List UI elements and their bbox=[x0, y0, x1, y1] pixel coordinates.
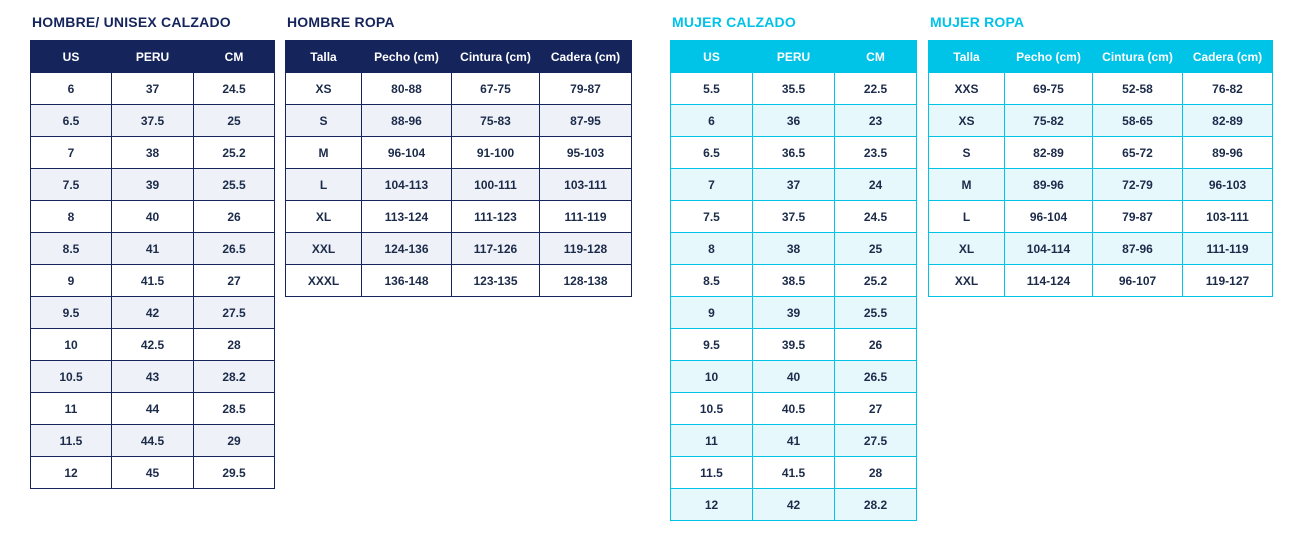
table-row bbox=[286, 201, 632, 233]
cell: 103-111 bbox=[1183, 201, 1273, 233]
table-row bbox=[671, 489, 917, 521]
cell: 27 bbox=[835, 393, 917, 425]
cell: 111-119 bbox=[540, 201, 632, 233]
cell: 43 bbox=[112, 361, 194, 393]
table-row bbox=[286, 169, 632, 201]
cell: 119-127 bbox=[1183, 265, 1273, 297]
cell: 9.5 bbox=[31, 297, 112, 329]
column-header: Cintura (cm) bbox=[1093, 41, 1183, 73]
cell: 25 bbox=[835, 233, 917, 265]
table-row bbox=[671, 425, 917, 457]
cell: 8.5 bbox=[671, 265, 753, 297]
cell: 38 bbox=[112, 137, 194, 169]
cell: 27.5 bbox=[194, 297, 275, 329]
column-header: US bbox=[31, 41, 112, 73]
table-header-row bbox=[31, 41, 275, 73]
table-row bbox=[671, 457, 917, 489]
table-row bbox=[671, 201, 917, 233]
table-row bbox=[31, 425, 275, 457]
cell: 38.5 bbox=[753, 265, 835, 297]
cell: 76-82 bbox=[1183, 73, 1273, 105]
cell: 40 bbox=[753, 361, 835, 393]
cell: 40.5 bbox=[753, 393, 835, 425]
cell: XS bbox=[929, 105, 1005, 137]
table-row bbox=[31, 169, 275, 201]
cell: 82-89 bbox=[1183, 105, 1273, 137]
cell: 26 bbox=[835, 329, 917, 361]
cell: 104-114 bbox=[1005, 233, 1093, 265]
cell: 45 bbox=[112, 457, 194, 489]
cell: 8 bbox=[671, 233, 753, 265]
cell: XXXL bbox=[286, 265, 362, 297]
table-row bbox=[929, 137, 1273, 169]
cell: 72-79 bbox=[1093, 169, 1183, 201]
cell: 10.5 bbox=[671, 393, 753, 425]
cell: 27 bbox=[194, 265, 275, 297]
cell: 41.5 bbox=[753, 457, 835, 489]
cell: 28 bbox=[194, 329, 275, 361]
table-row bbox=[671, 297, 917, 329]
column-header: Talla bbox=[286, 41, 362, 73]
table-row bbox=[31, 201, 275, 233]
cell: 82-89 bbox=[1005, 137, 1093, 169]
cell: 67-75 bbox=[452, 73, 540, 105]
table-row bbox=[671, 361, 917, 393]
cell: 111-119 bbox=[1183, 233, 1273, 265]
cell: 29.5 bbox=[194, 457, 275, 489]
cell: 39.5 bbox=[753, 329, 835, 361]
table-row bbox=[929, 265, 1273, 297]
cell: 23.5 bbox=[835, 137, 917, 169]
cell: 28 bbox=[835, 457, 917, 489]
table-row bbox=[671, 169, 917, 201]
cell: L bbox=[929, 201, 1005, 233]
cell: S bbox=[929, 137, 1005, 169]
cell: 80-88 bbox=[362, 73, 452, 105]
cell: 44.5 bbox=[112, 425, 194, 457]
cell: 7.5 bbox=[31, 169, 112, 201]
cell: 11 bbox=[671, 425, 753, 457]
column-header: Cadera (cm) bbox=[540, 41, 632, 73]
cell: 91-100 bbox=[452, 137, 540, 169]
cell: 12 bbox=[31, 457, 112, 489]
panel-title-hombre-unisex-calzado: HOMBRE/ UNISEX CALZADO bbox=[32, 14, 231, 30]
cell: 11 bbox=[31, 393, 112, 425]
table-row bbox=[671, 137, 917, 169]
cell: 104-113 bbox=[362, 169, 452, 201]
table-row bbox=[671, 329, 917, 361]
cell: 7.5 bbox=[671, 201, 753, 233]
table-row bbox=[286, 73, 632, 105]
cell: 10.5 bbox=[31, 361, 112, 393]
column-header: CM bbox=[194, 41, 275, 73]
table-row bbox=[31, 297, 275, 329]
table-header-row bbox=[286, 41, 632, 73]
cell: 65-72 bbox=[1093, 137, 1183, 169]
column-header: Pecho (cm) bbox=[362, 41, 452, 73]
cell: 8.5 bbox=[31, 233, 112, 265]
cell: 35.5 bbox=[753, 73, 835, 105]
cell: 117-126 bbox=[452, 233, 540, 265]
cell: 6 bbox=[671, 105, 753, 137]
cell: 27.5 bbox=[835, 425, 917, 457]
table-row bbox=[286, 233, 632, 265]
cell: 9 bbox=[31, 265, 112, 297]
cell: 42 bbox=[112, 297, 194, 329]
cell: XXL bbox=[286, 233, 362, 265]
cell: 29 bbox=[194, 425, 275, 457]
cell: 103-111 bbox=[540, 169, 632, 201]
table-row bbox=[286, 137, 632, 169]
cell: 87-96 bbox=[1093, 233, 1183, 265]
cell: XXL bbox=[929, 265, 1005, 297]
table-row bbox=[31, 137, 275, 169]
cell: 10 bbox=[671, 361, 753, 393]
table-row bbox=[286, 265, 632, 297]
cell: XL bbox=[286, 201, 362, 233]
column-header: CM bbox=[835, 41, 917, 73]
cell: 52-58 bbox=[1093, 73, 1183, 105]
cell: 44 bbox=[112, 393, 194, 425]
cell: 41.5 bbox=[112, 265, 194, 297]
cell: L bbox=[286, 169, 362, 201]
cell: 26.5 bbox=[835, 361, 917, 393]
cell: XS bbox=[286, 73, 362, 105]
cell: 40 bbox=[112, 201, 194, 233]
cell: 96-104 bbox=[1005, 201, 1093, 233]
cell: 8 bbox=[31, 201, 112, 233]
cell: 12 bbox=[671, 489, 753, 521]
cell: 123-135 bbox=[452, 265, 540, 297]
panel-mujer-ropa bbox=[928, 14, 1273, 297]
cell: 113-124 bbox=[362, 201, 452, 233]
cell: 7 bbox=[671, 169, 753, 201]
table-row bbox=[31, 329, 275, 361]
table-row bbox=[671, 265, 917, 297]
cell: 69-75 bbox=[1005, 73, 1093, 105]
cell: 5.5 bbox=[671, 73, 753, 105]
table-header-row bbox=[671, 41, 917, 73]
cell: 37.5 bbox=[753, 201, 835, 233]
cell: 38 bbox=[753, 233, 835, 265]
table-row bbox=[31, 233, 275, 265]
cell: 95-103 bbox=[540, 137, 632, 169]
cell: XXS bbox=[929, 73, 1005, 105]
cell: 114-124 bbox=[1005, 265, 1093, 297]
cell: 41 bbox=[112, 233, 194, 265]
cell: 136-148 bbox=[362, 265, 452, 297]
cell: 119-128 bbox=[540, 233, 632, 265]
cell: S bbox=[286, 105, 362, 137]
panel-hombre-ropa bbox=[285, 14, 632, 297]
cell: 100-111 bbox=[452, 169, 540, 201]
cell: 87-95 bbox=[540, 105, 632, 137]
column-header: Cadera (cm) bbox=[1183, 41, 1273, 73]
cell: 11.5 bbox=[31, 425, 112, 457]
cell: 39 bbox=[112, 169, 194, 201]
cell: 88-96 bbox=[362, 105, 452, 137]
table-hombre-ropa bbox=[285, 40, 632, 297]
table-row bbox=[31, 265, 275, 297]
table-row bbox=[671, 393, 917, 425]
cell: 25 bbox=[194, 105, 275, 137]
table-row bbox=[929, 233, 1273, 265]
table-mujer-calzado bbox=[670, 40, 917, 521]
cell: 25.2 bbox=[194, 137, 275, 169]
panel-title-hombre-ropa: HOMBRE ROPA bbox=[287, 14, 395, 30]
table-row bbox=[286, 105, 632, 137]
cell: 124-136 bbox=[362, 233, 452, 265]
cell: XL bbox=[929, 233, 1005, 265]
cell: 111-123 bbox=[452, 201, 540, 233]
cell: 37 bbox=[112, 73, 194, 105]
cell: 41 bbox=[753, 425, 835, 457]
column-header: PERU bbox=[753, 41, 835, 73]
cell: 28.2 bbox=[194, 361, 275, 393]
cell: 79-87 bbox=[540, 73, 632, 105]
panel-title-mujer-calzado: MUJER CALZADO bbox=[672, 14, 796, 30]
cell: 36.5 bbox=[753, 137, 835, 169]
table-row bbox=[31, 361, 275, 393]
table-row bbox=[929, 201, 1273, 233]
column-header: PERU bbox=[112, 41, 194, 73]
column-header: Talla bbox=[929, 41, 1005, 73]
cell: 26 bbox=[194, 201, 275, 233]
cell: 128-138 bbox=[540, 265, 632, 297]
cell: 96-104 bbox=[362, 137, 452, 169]
table-row bbox=[929, 105, 1273, 137]
cell: 25.5 bbox=[194, 169, 275, 201]
cell: 22.5 bbox=[835, 73, 917, 105]
cell: 58-65 bbox=[1093, 105, 1183, 137]
cell: 25.2 bbox=[835, 265, 917, 297]
cell: 24.5 bbox=[835, 201, 917, 233]
cell: 6 bbox=[31, 73, 112, 105]
column-header: US bbox=[671, 41, 753, 73]
cell: 37.5 bbox=[112, 105, 194, 137]
table-row bbox=[31, 457, 275, 489]
table-hombre-unisex-calzado bbox=[30, 40, 275, 489]
cell: 9 bbox=[671, 297, 753, 329]
cell: 9.5 bbox=[671, 329, 753, 361]
cell: 37 bbox=[753, 169, 835, 201]
table-row bbox=[31, 105, 275, 137]
cell: 42 bbox=[753, 489, 835, 521]
table-row bbox=[929, 169, 1273, 201]
cell: 96-107 bbox=[1093, 265, 1183, 297]
cell: 36 bbox=[753, 105, 835, 137]
column-header: Cintura (cm) bbox=[452, 41, 540, 73]
cell: M bbox=[286, 137, 362, 169]
cell: 79-87 bbox=[1093, 201, 1183, 233]
cell: 23 bbox=[835, 105, 917, 137]
cell: 24.5 bbox=[194, 73, 275, 105]
cell: 39 bbox=[753, 297, 835, 329]
column-header: Pecho (cm) bbox=[1005, 41, 1093, 73]
cell: 89-96 bbox=[1005, 169, 1093, 201]
cell: 7 bbox=[31, 137, 112, 169]
panel-mujer-calzado bbox=[670, 14, 917, 521]
cell: 42.5 bbox=[112, 329, 194, 361]
cell: 25.5 bbox=[835, 297, 917, 329]
cell: 75-83 bbox=[452, 105, 540, 137]
cell: 6.5 bbox=[671, 137, 753, 169]
cell: 89-96 bbox=[1183, 137, 1273, 169]
cell: 75-82 bbox=[1005, 105, 1093, 137]
table-row bbox=[31, 393, 275, 425]
cell: 11.5 bbox=[671, 457, 753, 489]
cell: 26.5 bbox=[194, 233, 275, 265]
panel-title-mujer-ropa: MUJER ROPA bbox=[930, 14, 1025, 30]
table-header-row bbox=[929, 41, 1273, 73]
cell: M bbox=[929, 169, 1005, 201]
cell: 28.5 bbox=[194, 393, 275, 425]
table-row bbox=[671, 233, 917, 265]
table-row bbox=[31, 73, 275, 105]
cell: 6.5 bbox=[31, 105, 112, 137]
cell: 96-103 bbox=[1183, 169, 1273, 201]
table-row bbox=[671, 105, 917, 137]
cell: 24 bbox=[835, 169, 917, 201]
table-row bbox=[671, 73, 917, 105]
table-mujer-ropa bbox=[928, 40, 1273, 297]
table-row bbox=[929, 73, 1273, 105]
cell: 10 bbox=[31, 329, 112, 361]
panel-hombre-unisex-calzado bbox=[30, 14, 275, 489]
cell: 28.2 bbox=[835, 489, 917, 521]
